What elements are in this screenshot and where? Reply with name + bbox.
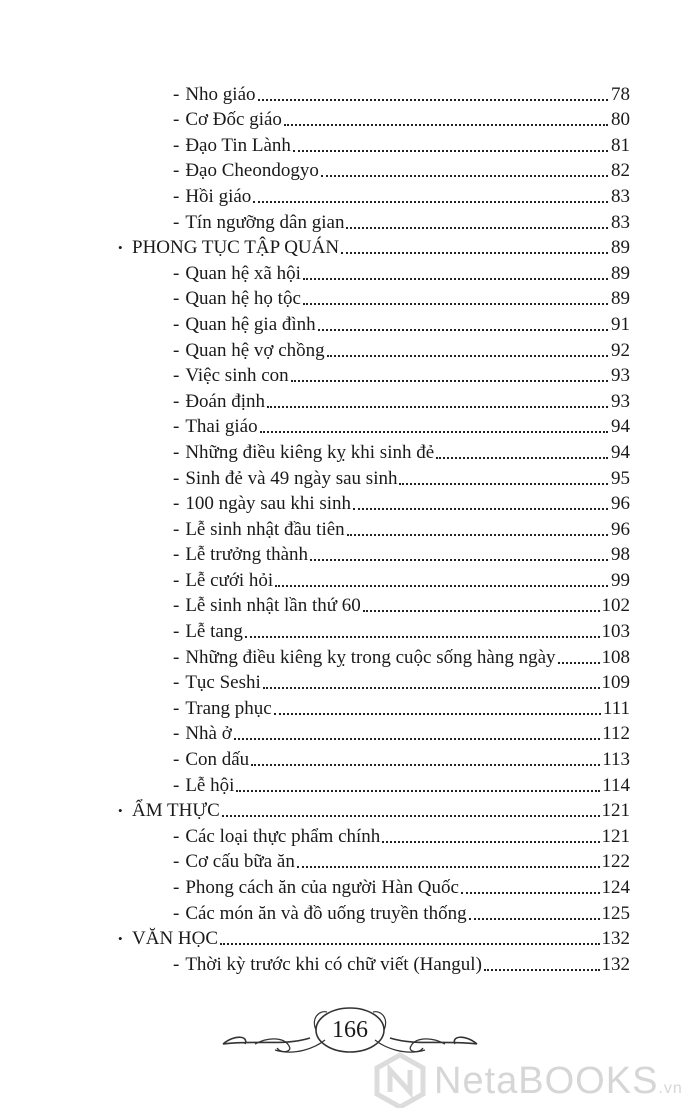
dash-marker: - (173, 953, 180, 975)
dot-leader (253, 201, 608, 203)
toc-entry (118, 438, 630, 464)
dash-marker: - (173, 825, 180, 847)
dot-leader (258, 99, 608, 101)
dot-leader (347, 534, 608, 536)
toc-entry-page: 95 (611, 467, 630, 489)
dash-marker: - (173, 646, 180, 668)
toc-entry-title: Lễ sinh nhật lần thứ 60 (185, 595, 361, 617)
toc-entry-title: Quan hệ xã hội (185, 262, 301, 284)
dot-leader (293, 150, 608, 152)
toc-entry-page: 98 (611, 544, 630, 566)
dash-marker: - (173, 697, 180, 719)
toc-entry (118, 541, 630, 567)
toc-entry-page: 91 (611, 313, 630, 335)
toc-entry-page: 96 (611, 518, 630, 540)
toc-entry (118, 208, 630, 234)
dash-marker: - (173, 723, 180, 745)
toc-entry-page: 93 (611, 390, 630, 412)
toc-entry-title: Đạo Tin Lành (185, 134, 291, 156)
toc-entry-title: Các loại thực phẩm chính (185, 825, 381, 847)
toc-entry-title: ẨM THỰC (132, 800, 220, 822)
dot-leader (363, 610, 600, 612)
dot-leader (260, 431, 608, 433)
toc-entry (118, 720, 630, 746)
dash-marker: - (173, 902, 180, 924)
toc-entry (118, 950, 630, 976)
toc-entry-page: 125 (601, 902, 630, 924)
dash-marker: - (173, 262, 180, 284)
toc-entry-title: Thai giáo (185, 416, 258, 438)
toc-entry-page: 113 (602, 749, 630, 771)
toc-entry-page: 89 (611, 262, 630, 284)
toc-entry (118, 822, 630, 848)
dot-leader (469, 918, 600, 920)
toc-entry (118, 285, 630, 311)
dot-leader (234, 738, 600, 740)
dash-marker: - (173, 544, 180, 566)
dash-marker: - (173, 441, 180, 463)
toc-entry-page: 93 (611, 365, 630, 387)
toc-section-entry (118, 925, 630, 951)
toc-entry-page: 83 (611, 185, 630, 207)
dot-leader (297, 866, 600, 868)
dash-marker: - (173, 518, 180, 540)
dash-marker: - (173, 877, 180, 898)
toc-entry-page: 92 (611, 339, 630, 361)
dash-marker: - (173, 109, 180, 131)
toc-section-entry (118, 797, 630, 823)
toc-entry (118, 873, 630, 899)
toc-entry (118, 745, 630, 771)
toc-entry-page: 112 (602, 723, 630, 745)
dot-leader (321, 175, 608, 177)
toc-entry (118, 387, 630, 413)
toc-entry-title: Trang phục (185, 697, 272, 719)
toc-entry (118, 694, 630, 720)
dot-leader (267, 406, 608, 408)
toc-entry-page: 109 (601, 672, 630, 694)
dash-marker: - (173, 339, 180, 361)
toc-entry-page: 114 (602, 774, 630, 796)
toc-entry (118, 515, 630, 541)
dash-marker: - (173, 160, 180, 182)
watermark (372, 1052, 692, 1108)
dot-leader (303, 278, 608, 280)
toc-entry (118, 771, 630, 797)
toc-entry-page: 103 (601, 621, 630, 643)
toc-entry-page: 132 (601, 928, 630, 950)
toc-entry-page: 80 (611, 109, 630, 131)
toc-entry-page: 132 (601, 953, 630, 975)
dash-marker: - (173, 774, 180, 796)
dot-leader (327, 355, 608, 357)
dot-leader (310, 559, 608, 561)
toc-entry-title: Cơ cấu bữa ăn (185, 851, 295, 873)
toc-section-entry (118, 234, 630, 260)
dash-marker: - (173, 595, 180, 617)
toc-entry-title: Lễ sinh nhật đầu tiên (185, 518, 345, 540)
dash-marker: - (173, 390, 180, 412)
toc-entry (118, 80, 630, 106)
dot-leader (251, 764, 600, 766)
toc-entry (118, 669, 630, 695)
toc-entry-title: Quan hệ gia đình (185, 313, 316, 335)
toc-entry (118, 566, 630, 592)
toc-entry-page: 78 (611, 83, 630, 105)
toc-entry-title: Những điều kiêng kỵ khi sinh đẻ (185, 441, 435, 463)
dot-leader (461, 892, 600, 894)
toc-entry (118, 362, 630, 388)
toc-entry-page: 94 (611, 441, 630, 463)
toc-entry (118, 464, 630, 490)
toc-entry (118, 336, 630, 362)
toc-entry-title: Nho giáo (185, 83, 256, 105)
toc-entry-page: 121 (601, 800, 630, 822)
toc-entry-title: Những điều kiêng kỵ trong cuộc sống hàng ngày (185, 646, 556, 668)
dot-leader (291, 380, 608, 382)
toc-entry-title: Phong cách ăn của người Hàn Quốc (185, 877, 459, 898)
toc-entry (118, 643, 630, 669)
toc-entry-page: 99 (611, 569, 630, 591)
toc-entry-title: VĂN HỌC (132, 928, 219, 950)
toc-entry-page: 121 (601, 825, 630, 847)
dot-leader (284, 124, 608, 126)
toc-entry-title: Nhà ở (185, 723, 232, 745)
toc-entry-page: 108 (601, 646, 630, 668)
table-of-contents (118, 80, 630, 976)
toc-entry (118, 592, 630, 618)
page-footer (215, 1000, 485, 1060)
dash-marker: - (173, 365, 180, 387)
dot-leader (236, 790, 600, 792)
dot-leader (222, 815, 600, 817)
dash-marker: - (173, 851, 180, 873)
toc-entry (118, 259, 630, 285)
dash-marker: - (173, 313, 180, 335)
toc-entry-title: 100 ngày sau khi sinh (185, 493, 352, 515)
dash-marker: - (173, 416, 180, 438)
dot-leader (274, 713, 601, 715)
dot-leader (263, 687, 600, 689)
dash-marker: - (173, 83, 180, 105)
toc-entry-title: Lễ trưởng thành (185, 544, 309, 566)
toc-entry (118, 848, 630, 874)
toc-entry-title: Việc sinh con (185, 365, 289, 387)
toc-entry-page: 111 (602, 697, 630, 719)
dot-leader (220, 943, 599, 945)
toc-entry-page: 82 (611, 160, 630, 182)
toc-entry-page: 83 (611, 211, 630, 233)
dash-marker: - (173, 211, 180, 233)
toc-entry-title: Tín ngưỡng dân gian (185, 211, 345, 233)
toc-entry-title: Các món ăn và đồ uống truyền thống (185, 902, 467, 924)
page-number: 166 (332, 1017, 368, 1043)
toc-entry-title: Thời kỳ trước khi có chữ viết (Hangul) (185, 953, 482, 975)
watermark-suffix: .vn (658, 1080, 683, 1097)
bullet-icon: • (118, 931, 123, 947)
toc-entry (118, 106, 630, 132)
toc-entry-title: Quan hệ họ tộc (185, 288, 301, 310)
dash-marker: - (173, 467, 180, 489)
toc-entry-page: 102 (601, 595, 630, 617)
bullet-icon: • (118, 803, 123, 819)
dash-marker: - (173, 672, 180, 694)
toc-entry-title: Quan hệ vợ chồng (185, 339, 325, 361)
toc-entry-page: 89 (611, 237, 630, 259)
netabooks-logo-icon (372, 1052, 428, 1108)
toc-entry (118, 617, 630, 643)
toc-entry (118, 899, 630, 925)
toc-entry-page: 94 (611, 416, 630, 438)
toc-entry-page: 124 (601, 877, 630, 898)
toc-entry-page: 89 (611, 288, 630, 310)
dot-leader (484, 969, 600, 971)
dash-marker: - (173, 493, 180, 515)
dot-leader (436, 457, 608, 459)
watermark-brand: NetaBOOKS (434, 1060, 659, 1102)
toc-entry-title: Lễ cưới hỏi (185, 569, 274, 591)
dash-marker: - (173, 185, 180, 207)
toc-entry-title: PHONG TỤC TẬP QUÁN (132, 237, 340, 259)
toc-entry-page: 96 (611, 493, 630, 515)
dot-leader (558, 662, 600, 664)
dash-marker: - (173, 288, 180, 310)
toc-entry-title: Lễ tang (185, 621, 243, 643)
toc-entry-title: Hồi giáo (185, 185, 252, 207)
toc-entry-title: Con dấu (185, 749, 250, 771)
dot-leader (399, 483, 608, 485)
toc-entry-title: Tục Seshi (185, 672, 261, 694)
dash-marker: - (173, 749, 180, 771)
toc-entry (118, 131, 630, 157)
dash-marker: - (173, 621, 180, 643)
dot-leader (318, 329, 608, 331)
dot-leader (341, 252, 608, 254)
toc-entry-title: Sinh đẻ và 49 ngày sau sinh (185, 467, 398, 489)
dot-leader (245, 636, 600, 638)
dot-leader (346, 227, 608, 229)
dot-leader (353, 508, 608, 510)
toc-entry-title: Lễ hội (185, 774, 235, 796)
dot-leader (303, 303, 608, 305)
toc-entry-page: 81 (611, 134, 630, 156)
toc-entry (118, 413, 630, 439)
toc-entry-title: Cơ Đốc giáo (185, 109, 282, 131)
toc-entry-title: Đoán định (185, 390, 266, 412)
toc-entry (118, 310, 630, 336)
toc-entry-title: Đạo Cheondogyo (185, 160, 319, 182)
dot-leader (382, 841, 599, 843)
toc-entry-page: 122 (601, 851, 630, 873)
toc-entry (118, 490, 630, 516)
toc-entry (118, 182, 630, 208)
dash-marker: - (173, 134, 180, 156)
toc-entry (118, 157, 630, 183)
dash-marker: - (173, 569, 180, 591)
watermark-text (434, 1060, 683, 1103)
bullet-icon: • (118, 240, 123, 256)
dot-leader (275, 585, 608, 587)
